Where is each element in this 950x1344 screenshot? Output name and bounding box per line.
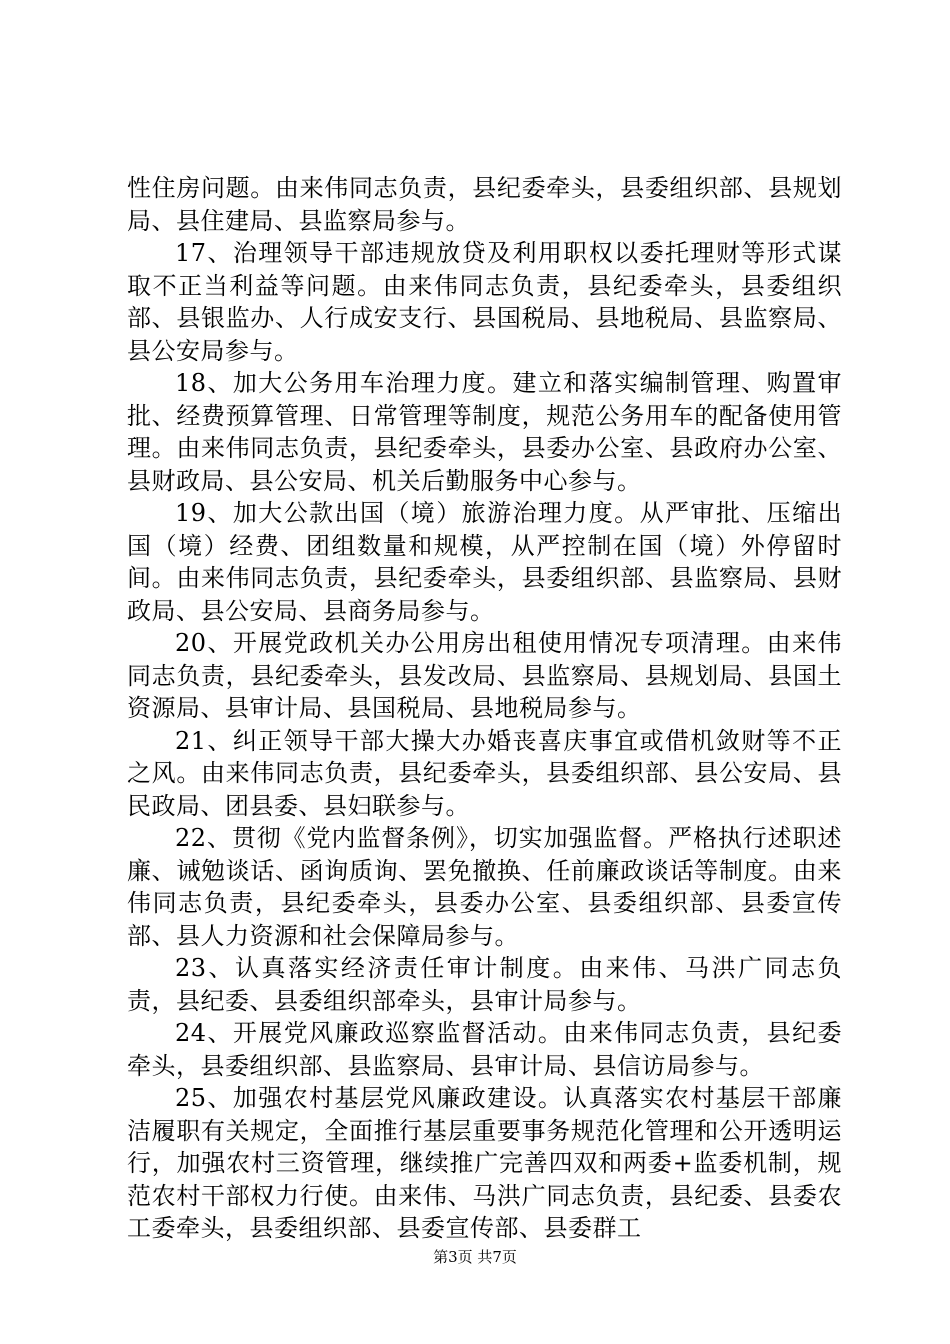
paragraph: 20、开展党政机关办公用房出租使用情况专项清理。由来伟同志负责，县纪委牵头，县发改局、县监察局、县规划局、县国土资源局、县审计局、县国税局、县地税局参与。	[127, 629, 842, 722]
paragraph: 21、纠正领导干部大操大办婚丧喜庆事宜或借机敛财等不正之风。由来伟同志负责，县纪委牵头，县委组织部、县公安局、县民政局、团县委、县妇联参与。	[127, 726, 842, 820]
page-number-footer: 第3页 共7页	[433, 1248, 517, 1266]
paragraph: 22、贯彻《党内监督条例》，切实加强监督。严格执行述职述廉、诫勉谈话、函询质询、罢免撤换、任前廉政谈话等制度。由来伟同志负责，县纪委牵头，县委办公室、县委组织部、县委宣传部、县人力资源和社会保障局参与。	[127, 824, 842, 950]
paragraph: 性住房问题。由来伟同志负责，县纪委牵头，县委组织部、县规划局、县住建局、县监察局参与。	[127, 174, 842, 235]
paragraph: 24、开展党风廉政巡察监督活动。由来伟同志负责，县纪委牵头，县委组织部、县监察局、县审计局、县信访局参与。	[127, 1019, 842, 1080]
paragraph: 17、治理领导干部违规放贷及利用职权以委托理财等形式谋取不正当利益等问题。由来伟同志负责，县纪委牵头，县委组织部、县银监办、人行成安支行、县国税局、县地税局、县监察局、县公安局参与。	[127, 239, 842, 365]
paragraph: 25、加强农村基层党风廉政建设。认真落实农村基层干部廉洁履职有关规定，全面推行基层重要事务规范化管理和公开透明运行，加强农村三资管理，继续推广完善四双和两委+监委机制，规范农村干部权力行使。由来伟、马洪广同志负责，县纪委、县委农工委牵头，县委组织部、县委宣传部、县委群工	[127, 1084, 842, 1242]
paragraph: 23、认真落实经济责任审计制度。由来伟、马洪广同志负责，县纪委、县委组织部牵头，县审计局参与。	[127, 954, 842, 1015]
paragraph: 19、加大公款出国（境）旅游治理力度。从严审批、压缩出国（境）经费、团组数量和规模，从严控制在国（境）外停留时间。由来伟同志负责，县纪委牵头，县委组织部、县监察局、县财政局、县公安局、县商务局参与。	[127, 499, 842, 625]
paragraph: 18、加大公务用车治理力度。建立和落实编制管理、购置审批、经费预算管理、日常管理等制度，规范公务用车的配备使用管理。由来伟同志负责，县纪委牵头，县委办公室、县政府办公室、县财政局、县公安局、机关后勤服务中心参与。	[127, 369, 842, 495]
document-body	[127, 172, 842, 1245]
